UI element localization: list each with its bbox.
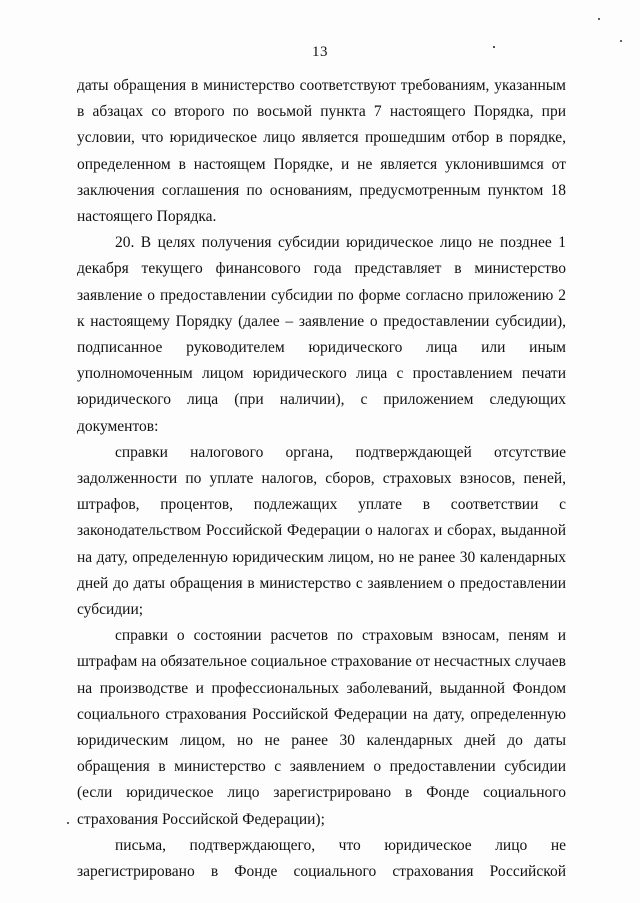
- scan-speck: [493, 46, 495, 48]
- document-body: [77, 73, 566, 885]
- paragraph-continuation: даты обращения в министерство соответствуют требованиям, указанным в абзацах со второго по восьмой пункта 7 настоящего Порядка, при условии, что юридическое лицо является прошедшим отбор в порядке, определенном в настоящем Порядке, и не является уклонившимся от заключения соглашения по основаниям, предусмотренным пунктом 18 настоящего Порядка.: [77, 77, 566, 226]
- scan-speck: [67, 822, 69, 824]
- scan-speck: [598, 18, 600, 20]
- paragraph-insurance-certificate: справки о состоянии расчетов по страховым взносам, пеням и штрафам на обязательное социальное страхование от несчастных случаев на производстве и профессиональных заболеваний, выданной Фондом социального страхования Российской Федерации на дату, определенную юридическим лицом, но не ранее 30 календарных дней до даты обращения в министерство с заявлением о предоставлении субсидии (если юридическое лицо зарегистрировано в Фонде социального страхования Российской Федерации);: [77, 627, 566, 828]
- paragraph-fund-letter: письма, подтверждающего, что юридическое лицо не зарегистрировано в Фонде социального страхования Российской: [77, 836, 566, 881]
- paragraph-item-20: 20. В целях получения субсидии юридическое лицо не позднее 1 декабря текущего финансового года представляет в министерство заявление о предоставлении субсидии по форме согласно приложению 2 к настоящему Порядку (далее – заявление о предоставлении субсидии), подписанное руководителем юридического лица или иным уполномоченным лицом юридического лица с проставлением печати юридического лица (при наличии), с приложением следующих документов:: [77, 234, 566, 435]
- page-number: 13: [312, 44, 328, 60]
- scan-speck: [620, 40, 622, 42]
- paragraph-tax-certificate: справки налогового органа, подтверждающей отсутствие задолженности по уплате налогов, сборов, страховых взносов, пеней, штрафов, процентов, подлежащих уплате в соответствии с законодательством Российской Федерации о налогах и сборах, выданной на дату, определенную юридическим лицом, но не ранее 30 календарных дней до даты обращения в министерство с заявлением о предоставлении субсидии;: [77, 443, 566, 619]
